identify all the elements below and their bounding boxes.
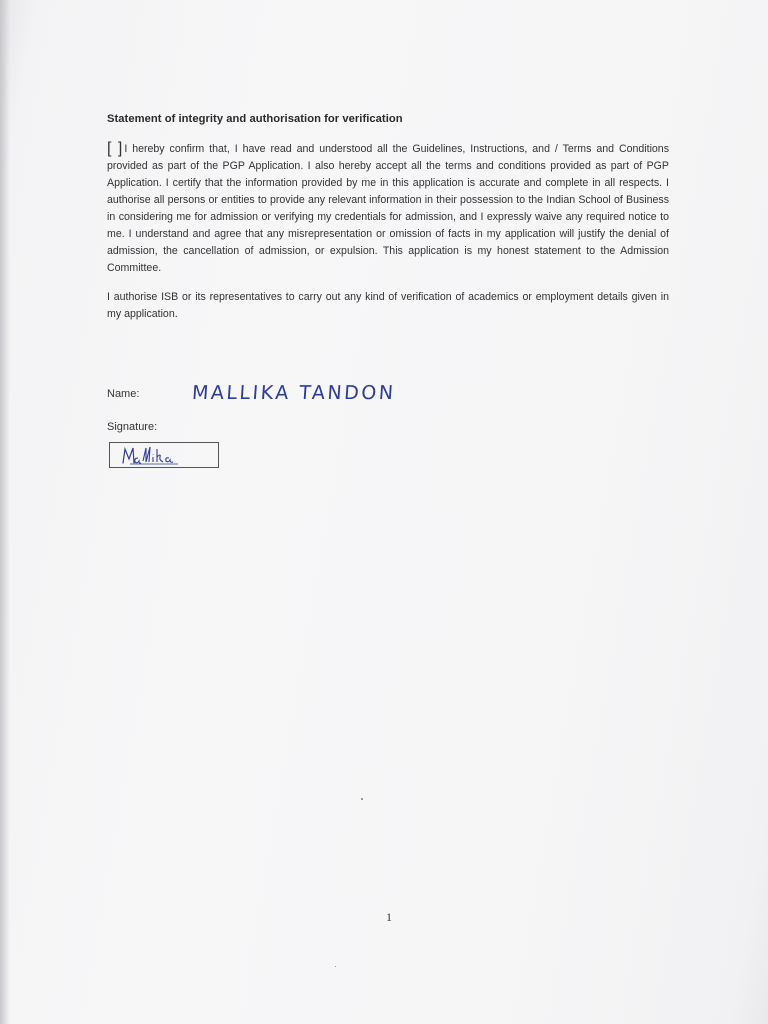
signature-box xyxy=(109,442,219,468)
confirmation-text: I hereby confirm that, I have read and understood all the Guidelines, Instructions, and / Terms and Conditions provided as part of the PGP Application. I also hereby accept all the terms and conditions provided as part of PGP Application. I certify that the information provided by me in this application is accurate and complete in all respects. I authorise all persons or entities to provide any relevant information in their possession to the Indian School of Business in considering me for admission or verifying my credentials for admission, and I expressly waive any required notice to me. I understand and agree that any misrepresentation or omission of facts in my application will justify the denial of admission, the cancellation of admission, or expulsion. This application is my honest statement to the Admission Committee. xyxy=(107,143,669,274)
name-label: Name: xyxy=(107,388,140,400)
confirmation-paragraph xyxy=(107,141,669,277)
signature-label: Signature: xyxy=(107,421,158,433)
scan-speck xyxy=(335,966,336,967)
scan-speck xyxy=(361,798,363,800)
signature-image xyxy=(120,445,190,467)
page-edge-shadow xyxy=(0,0,10,1024)
handwritten-name: MALLIKA TANDON xyxy=(191,382,397,404)
confirmation-checkbox: [ ] xyxy=(107,140,123,157)
page-number: 1 xyxy=(386,910,392,924)
statement-heading: Statement of integrity and authorisation for verification xyxy=(107,113,403,125)
authorisation-paragraph: I authorise ISB or its representatives to carry out any kind of verification of academics or employment details given in my application. xyxy=(107,291,669,320)
statement-section xyxy=(107,113,669,335)
